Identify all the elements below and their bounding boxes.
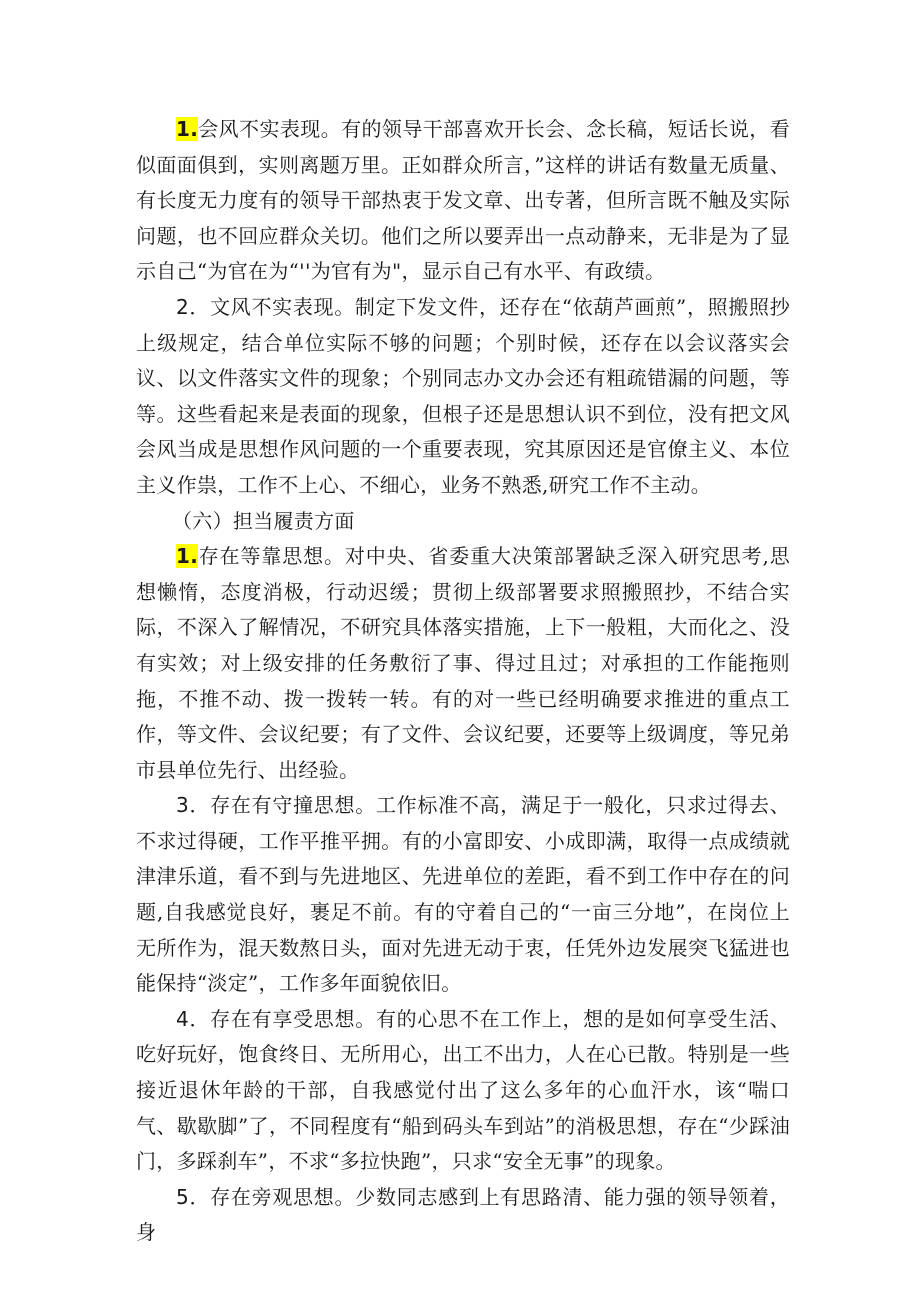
paragraph-waiting-mindset <box>136 539 790 788</box>
section-heading-text: （六）担当履责方面 <box>172 508 355 533</box>
paragraph-meeting-style <box>136 112 790 290</box>
paragraph-number: 5． <box>176 1184 211 1209</box>
paragraph-text: 存在有守撞思想。工作标准不高，满足于一般化，只求过得去、不求过得硬，工作平推平拥。有的小富即安、小成即满，取得一点成绩就津津乐道，看不到与先进地区、先进单位的差距，看不到工作中存在的问题,自我感觉良好，裹足不前。有的守着自己的“一亩三分地”，在岗位上无所作为，混天数熬日头，面对先进无动于衷，任凭外边发展突飞猛进也能保持“淡定”，工作多年面貌依旧。 <box>136 793 790 996</box>
paragraph-writing-style <box>136 290 790 504</box>
paragraph-number-highlighted: 1. <box>176 117 199 141</box>
paragraph-enjoyment-mindset <box>136 1002 790 1180</box>
paragraph-conservative-mindset <box>136 788 790 1002</box>
paragraph-number: 3． <box>176 793 211 818</box>
paragraph-text: 存在等靠思想。对中央、省委重大决策部署缺乏深入研究思考,思想懒惰，态度消极，行动迟缓；贯彻上级部署要求照搬照抄，不结合实际，不深入了解情况，不研究具体落实措施，上下一般粗，大而化之、没有实效；对上级安排的任务敷衍了事、得过且过；对承担的工作能拖则拖，不推不动、拨一拨转一转。有的对一些已经明确要求推进的重点工作，等文件、会议纪要；有了文件、会议纪要，还要等上级调度，等兄弟市县单位先行、出经验。 <box>136 544 790 782</box>
section-heading <box>136 504 790 540</box>
paragraph-text: 存在旁观思想。少数同志感到上有思路清、能力强的领导领着，身 <box>136 1184 790 1245</box>
paragraph-number-highlighted: 1. <box>176 544 199 569</box>
document-body <box>136 112 790 1251</box>
paragraph-text: 存在有享受思想。有的心思不在工作上，想的是如何享受生活、吃好玩好，饱食终日、无所用心，出工不出力，人在心已散。特别是一些接近退休年龄的干部，自我感觉付出了这么多年的心血汗水，该“喘口气、歇歇脚”了，不同程度有“船到码头车到站”的消极思想，存在“少踩油门，多踩刹车”，不求“多拉快跑”，只求“安全无事”的现象。 <box>136 1006 790 1174</box>
paragraph-text: 文风不实表现。制定下发文件，还存在“依葫芦画煎”，照搬照抄上级规定，结合单位实际不够的问题；个别时候，还存在以会议落实会议、以文件落实文件的现象；个别同志办文办会还有粗疏错漏的问题，等等。这些看起来是表面的现象，但根子还是思想认识不到位，没有把文风会风当成是思想作风问题的一个重要表现，究其原因还是官僚主义、本位主义作祟，工作不上心、不细心，业务不熟悉,研究工作不主动。 <box>136 294 790 497</box>
paragraph-number: 2． <box>176 294 211 319</box>
paragraph-text: 会风不实表现。有的领导干部喜欢开长会、念长稿，短话长说，看似面面俱到，实则离题万里。正如群众所言，”这样的讲话有数量无质量、有长度无力度有的领导干部热衷于发文章、出专著，但所言既不触及实际问题，也不回应群众关切。他们之所以要弄出一点动静来，无非是为了显示自己“为官在为“''为官有为"，显示自己有水平、有政绩。 <box>136 117 790 284</box>
paragraph-number: 4． <box>176 1006 211 1031</box>
paragraph-bystander-mindset <box>136 1180 790 1251</box>
